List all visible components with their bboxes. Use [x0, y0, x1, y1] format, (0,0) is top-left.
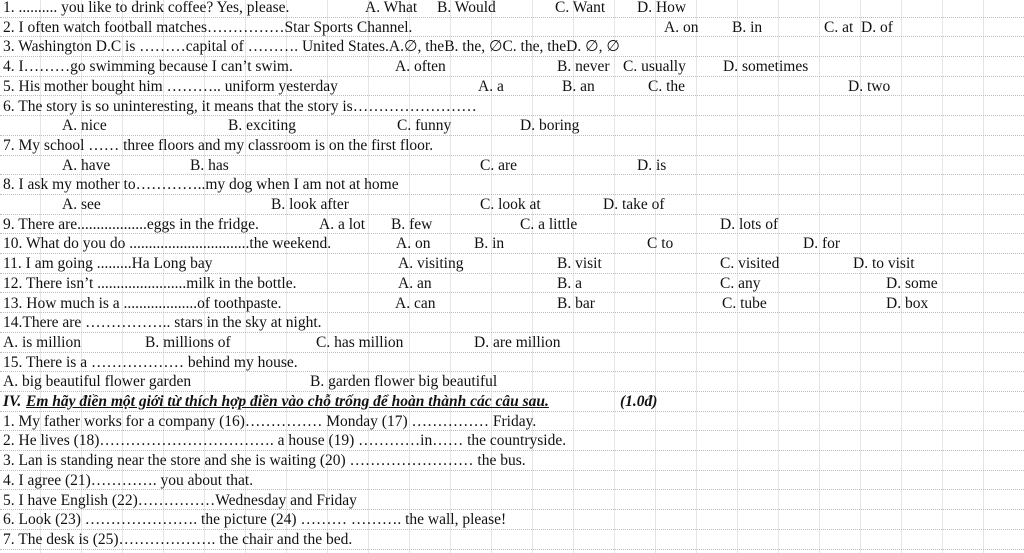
option-c: C. Want: [555, 0, 606, 16]
option-b: B. a: [557, 274, 582, 292]
option-d: D. some: [886, 274, 938, 292]
option-b: B. in: [474, 235, 505, 253]
blank-sentence-1: [0, 412, 1024, 432]
option-d: D. boring: [520, 117, 580, 135]
question-7: [0, 136, 1024, 156]
section-number: IV.: [3, 393, 22, 410]
option-b: B. visit: [557, 255, 602, 273]
blank-sentence-5: [0, 491, 1024, 511]
option-c: C. look at: [480, 196, 541, 213]
question-1: [0, 0, 1024, 18]
option-d: D. is: [637, 156, 667, 174]
option-d: D. take of: [603, 196, 665, 213]
option-c: C. usually: [623, 58, 686, 76]
options-6: [0, 116, 1024, 136]
question-text: 4. I………go swimming because I can’t swim.: [3, 58, 293, 76]
section-iv-heading: [0, 392, 1024, 412]
question-14: [0, 313, 1024, 333]
options-7: [0, 156, 1024, 176]
question-text: 5. His mother bought him ……….. uniform yesterday: [3, 77, 338, 95]
option-c: C. are: [480, 156, 518, 174]
blank-sentence-3: [0, 451, 1024, 471]
sentence-text: 3. Lan is standing near the store and she is waiting (20) …………………… the bus.: [3, 452, 526, 470]
option-b: B. bar: [557, 294, 595, 312]
option-c: C. a little: [520, 215, 578, 233]
question-text: 12. There isn’t .......................milk in the bottle.: [3, 274, 297, 292]
question-text: 13. How much is a ...................of toothpaste.: [3, 294, 282, 312]
question-text: 10. What do you do ...............................the weekend.: [3, 235, 332, 253]
sentence-text: 6. Look (23) …………………. the picture (24) ……… ………. the wall, please!: [3, 511, 507, 529]
option-a: A. see: [62, 196, 101, 213]
option-c: C. at: [824, 18, 854, 36]
question-text: 14.There are …………….. stars in the sky at night.: [3, 314, 322, 332]
option-a: A. can: [395, 294, 436, 312]
option-d: D. sometimes: [723, 58, 809, 76]
option-c: C. any: [720, 274, 761, 292]
option-b: B. Would: [437, 0, 496, 16]
question-text: 15. There is a ……………… behind my house.: [3, 353, 298, 371]
option-d: D. How: [637, 0, 687, 16]
option-a: A. What: [365, 0, 418, 16]
section-score: (1.0đ): [620, 393, 658, 410]
option-a: A. big beautiful flower garden: [3, 373, 192, 391]
option-a: A. nice: [62, 117, 107, 135]
blank-sentence-6: [0, 510, 1024, 530]
option-d: D. lots of: [720, 215, 779, 233]
question-text: 6. The story is so uninteresting, it means that the story is……………………: [3, 97, 477, 115]
question-10: [0, 234, 1024, 254]
option-d: D. are million: [474, 333, 561, 351]
option-d: D. box: [886, 294, 929, 312]
option-b: B. garden flower big beautiful: [310, 373, 498, 391]
question-15: [0, 353, 1024, 373]
option-a: A. on: [396, 235, 431, 253]
option-b: B. has: [190, 156, 229, 174]
option-b: B. few: [391, 215, 433, 233]
question-12: [0, 274, 1024, 294]
options-15: [0, 372, 1024, 392]
option-a: A. a: [478, 77, 504, 95]
question-13: [0, 294, 1024, 314]
option-c: C. visited: [720, 255, 780, 273]
option-d: D. for: [803, 235, 841, 253]
question-5: [0, 77, 1024, 97]
question-text: 7. My school …… three floors and my classroom is on the first floor.: [3, 136, 434, 154]
sentence-text: 5. I have English (22)……………Wednesday and Friday: [3, 491, 357, 509]
question-text: 2. I often watch football matches……………Star Sports Channel.: [3, 18, 413, 36]
options-14: [0, 333, 1024, 353]
option-a: A. visiting: [398, 255, 464, 273]
blank-sentence-2: [0, 431, 1024, 451]
sentence-text: 1. My father works for a company (16)…………… Monday (17) …………… Friday.: [3, 412, 537, 430]
question-9: [0, 215, 1024, 235]
option-b: B. millions of: [145, 333, 231, 351]
options-8: [0, 195, 1024, 215]
question-text: 11. I am going .........Ha Long bay: [3, 255, 213, 273]
option-c: C. has million: [316, 333, 404, 351]
option-a: A. a lot: [319, 215, 366, 233]
question-11: [0, 254, 1024, 274]
option-d: D. to visit: [853, 255, 915, 273]
question-text: 3. Washington D.C is ………capital of ………. United States.A.∅, theB. the, ∅C. the, theD. ∅, ∅: [3, 38, 620, 56]
question-text: 1. .......... you like to drink coffee? Yes, please.: [3, 0, 290, 16]
option-c: C. the: [648, 77, 686, 95]
sentence-text: 2. He lives (18)……………………………. a house (19) …………in…… the countryside.: [3, 432, 567, 450]
option-c: C. tube: [722, 294, 767, 312]
option-b: B. in: [732, 18, 763, 36]
option-d: D. two: [848, 77, 891, 95]
sentence-text: 4. I agree (21)…………. you about that.: [3, 471, 254, 489]
option-a: A. is million: [3, 333, 81, 351]
question-8: [0, 175, 1024, 195]
question-text: 9. There are..................eggs in the fridge.: [3, 215, 259, 233]
option-a: A. often: [395, 58, 446, 76]
option-a: A. an: [398, 274, 432, 292]
question-2: [0, 18, 1024, 38]
option-b: B. exciting: [228, 117, 297, 135]
sentence-text: 7. The desk is (25)………………. the chair and the bed.: [3, 530, 353, 548]
option-b: B. an: [562, 77, 595, 95]
option-b: B. never: [557, 58, 610, 76]
section-instruction: Em hãy điền một giới từ thích hợp điền vào chỗ trống để hoàn thành các câu sau.: [26, 393, 549, 410]
option-a: A. have: [62, 156, 111, 174]
question-6: [0, 97, 1024, 117]
option-c: C to: [647, 235, 674, 253]
question-text: 8. I ask my mother to…………..my dog when I am not at home: [3, 176, 399, 194]
question-4: [0, 57, 1024, 77]
option-a: A. on: [664, 18, 699, 36]
blank-sentence-7: [0, 530, 1024, 550]
option-b: B. look after: [271, 196, 349, 213]
option-d: D. of: [861, 18, 893, 36]
option-c: C. funny: [397, 117, 452, 135]
question-3: [0, 37, 1024, 57]
blank-sentence-4: [0, 471, 1024, 491]
